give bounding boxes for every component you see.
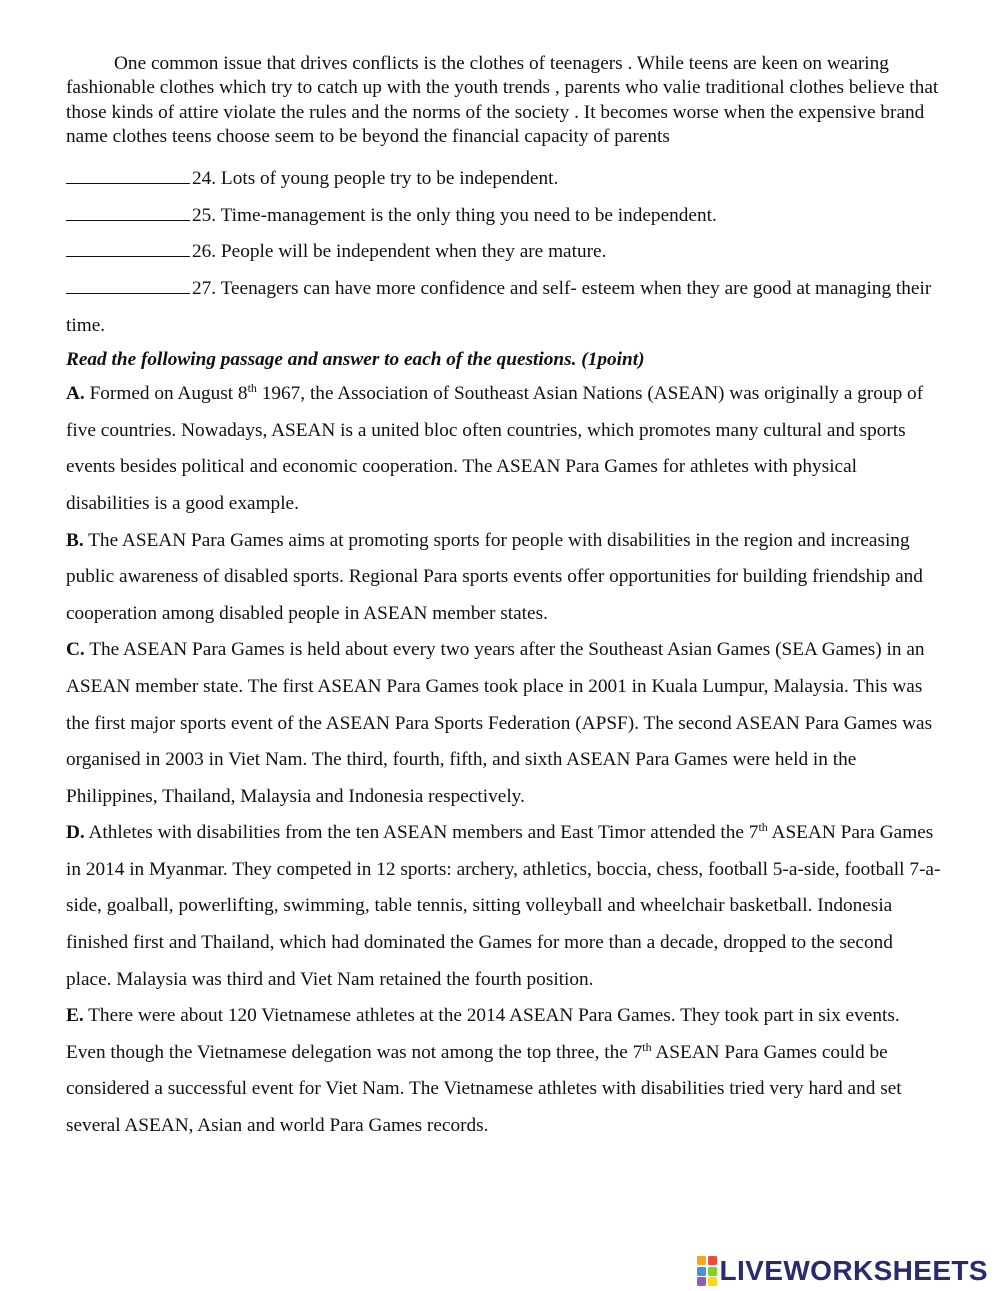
paragraph-a-superscript: th — [247, 381, 257, 396]
passage-paragraph-a — [66, 376, 941, 522]
reading-instruction: Read the following passage and answer to each of the questions. (1point) — [66, 349, 645, 371]
true-false-items — [66, 161, 941, 344]
logo-block — [697, 1267, 706, 1276]
paragraph-label-a: A. — [66, 383, 85, 405]
paragraph-label-d: D. — [66, 822, 85, 844]
logo-block — [708, 1256, 717, 1265]
item-25-text: 25. Time-management is the only thing you need to be independent. — [192, 204, 717, 226]
paragraph-label-e: E. — [66, 1005, 84, 1027]
paragraph-e-text-1: There were about 120 Vietnamese athletes at the 2014 ASEAN Para Games. They took part in six events. Even though the Vietnamese delegation was not among the top three, the 7 — [66, 1005, 900, 1063]
intro-paragraph: One common issue that drives conflicts is the clothes of teenagers . While teens are keen on wearing fashionable clothes which try to catch up with the youth trends , parents who valie traditional clothes believe that those kinds of attire violate the rules and the norms of the society . It becomes worse when the expensive brand name clothes teens choose seem to be beyond the financial capacity of parents — [66, 53, 939, 147]
item-24 — [66, 161, 941, 198]
item-26-text: 26. People will be independent when they are mature. — [192, 241, 607, 263]
answer-blank-27[interactable] — [66, 276, 190, 294]
item-26 — [66, 234, 941, 271]
passage-paragraph-e — [66, 998, 941, 1144]
logo-block — [697, 1277, 706, 1286]
passage-paragraph-b — [66, 523, 941, 633]
paragraph-d-text-2: ASEAN Para Games in 2014 in Myanmar. They competed in 12 sports: archery, athletics, boccia, chess, football 5-a-side, football 7-a-side, goalball, powerlifting, swimming, table tennis, sitting volleyball and wheelchair basketball. Indonesia finished first and Thailand, which had dominated the Games for more than a decade, dropped to the second place. Malaysia was third and Viet Nam retained the fourth position. — [66, 822, 941, 990]
paragraph-e-superscript: th — [642, 1039, 652, 1054]
paragraph-label-b: B. — [66, 529, 84, 551]
item-25 — [66, 198, 941, 235]
answer-blank-24[interactable] — [66, 166, 190, 184]
passage-paragraph-d — [66, 815, 941, 998]
logo-text: LIVEWORKSHEETS — [719, 1255, 989, 1286]
logo-block — [697, 1256, 706, 1265]
worksheet-page — [66, 52, 941, 1145]
paragraph-d-text-1: Athletes with disabilities from the ten ASEAN members and East Timor attended the 7 — [84, 822, 759, 844]
answer-blank-26[interactable] — [66, 239, 190, 257]
item-27 — [66, 271, 941, 344]
paragraph-a-text-2: 1967, the Association of Southeast Asian Nations (ASEAN) was originally a group of five countries. Nowadays, ASEAN is a united bloc often countries, which promotes many cultural and sports events besides political and economic cooperation. The ASEAN Para Games for athletes with physical disabilities is a good example. — [66, 383, 924, 514]
paragraph-c-text: The ASEAN Para Games is held about every two years after the Southeast Asian Games (SEA Games) in an ASEAN member state. The first ASEAN Para Games took place in 2001 in Kuala Lumpur, Malaysia. This was the first major sports event of the ASEAN Para Sports Federation (APSF). The second ASEAN Para Games was organised in 2003 in Viet Nam. The third, fourth, fifth, and sixth ASEAN Para Games were held in the Philippines, Thailand, Malaysia and Indonesia respectively. — [66, 639, 933, 807]
passage-paragraph-c — [66, 632, 941, 815]
paragraph-label-c: C. — [66, 639, 85, 661]
item-27-text: 27. Teenagers can have more confidence and self- esteem when they are good at managing their time. — [66, 277, 932, 336]
paragraph-b-text: The ASEAN Para Games aims at promoting sports for people with disabilities in the region and increasing public awareness of disabled sports. Regional Para sports events offer opportunities for building friendship and cooperation among disabled people in ASEAN member states. — [66, 529, 923, 624]
logo-block — [708, 1267, 717, 1276]
logo-blocks-icon — [697, 1256, 717, 1286]
answer-blank-25[interactable] — [66, 203, 190, 221]
paragraph-e-text-2: ASEAN Para Games could be considered a successful event for Viet Nam. The Vietnamese athletes with disabilities tried very hard and set several ASEAN, Asian and world Para Games records. — [66, 1041, 902, 1137]
logo-block — [708, 1277, 717, 1286]
item-24-text: 24. Lots of young people try to be independent. — [192, 168, 559, 190]
paragraph-a-text-1: Formed on August 8 — [84, 383, 248, 405]
paragraph-d-superscript: th — [758, 820, 768, 835]
liveworksheets-logo — [697, 1255, 988, 1287]
